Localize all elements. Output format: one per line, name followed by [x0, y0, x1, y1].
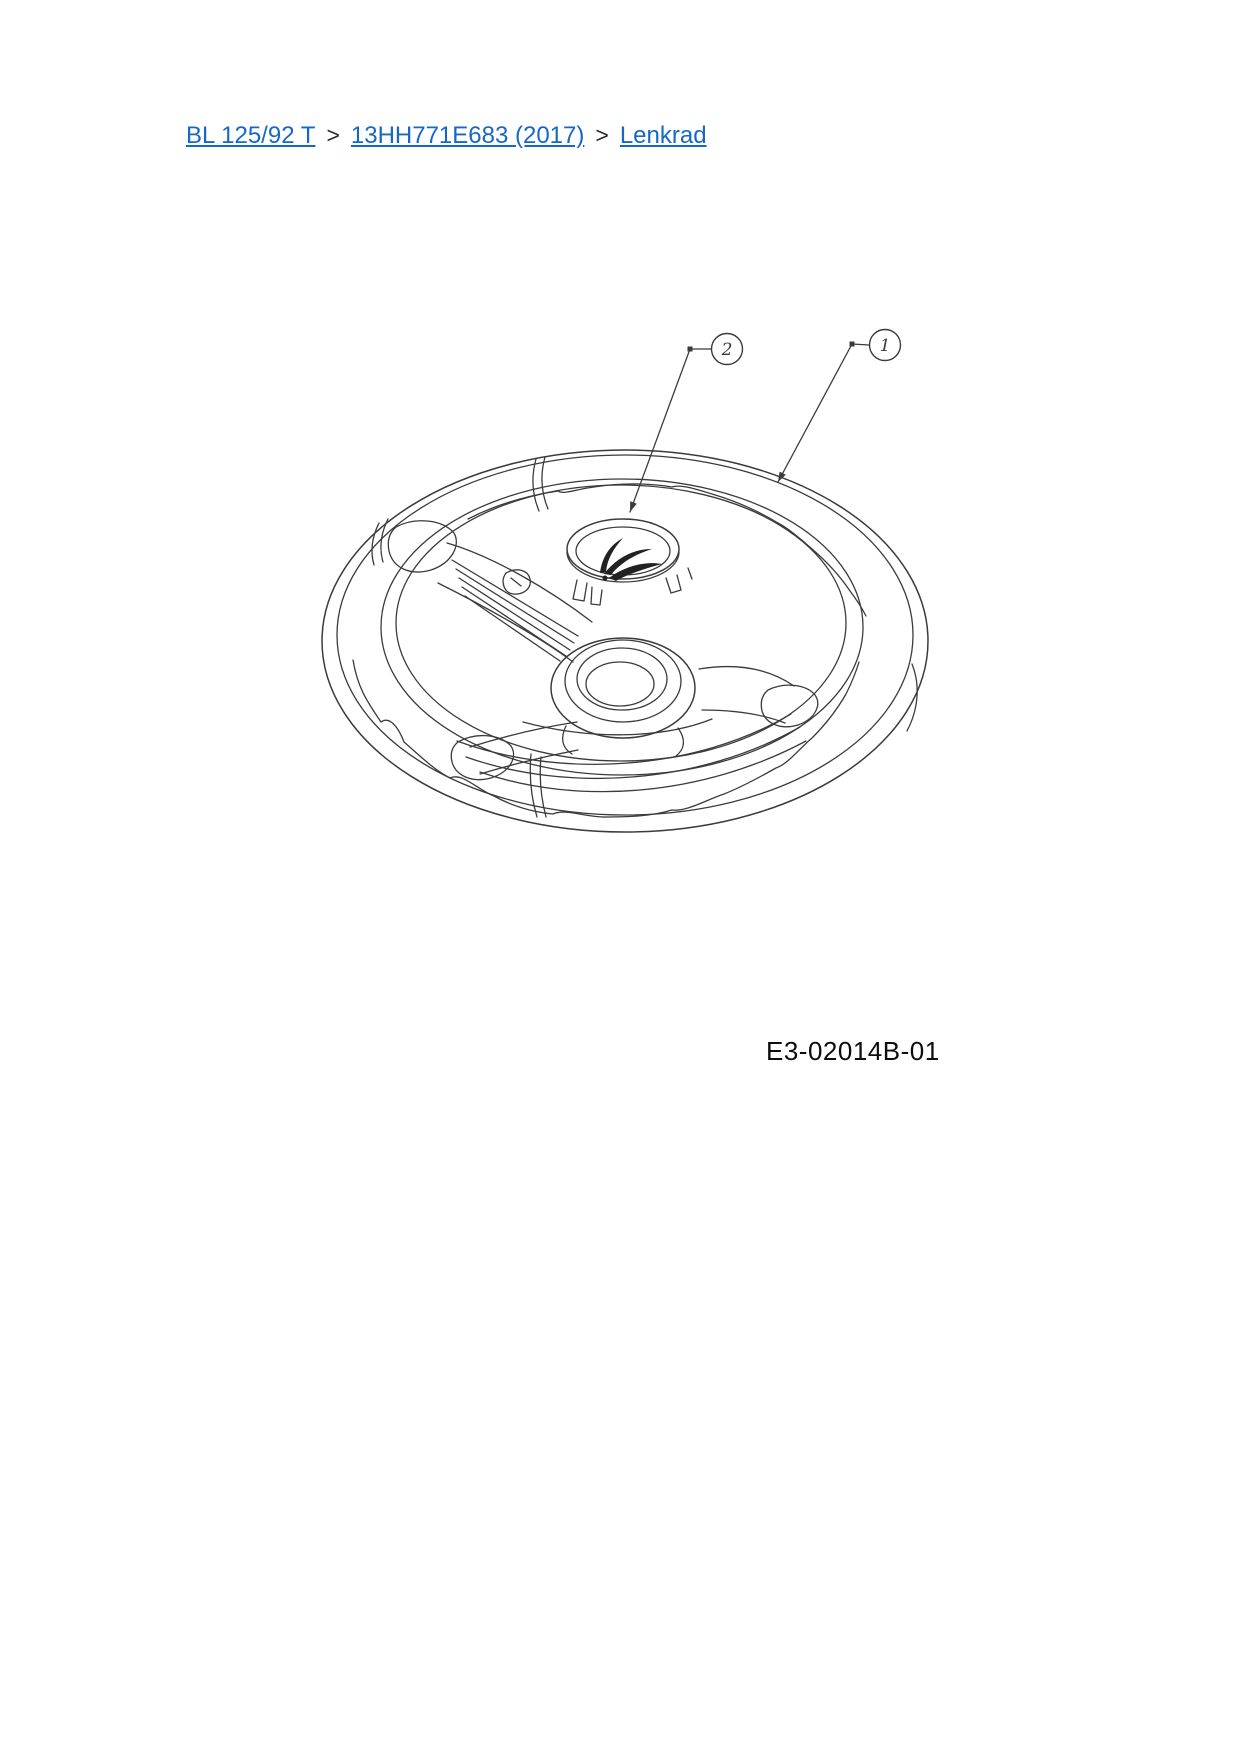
- rim-grip-wave-bottom: [353, 660, 859, 817]
- callout-2: [712, 334, 743, 365]
- rim-grip-wave-top: [468, 484, 866, 616]
- callout-1-label: 1: [879, 336, 891, 356]
- wheel-spokes: [438, 543, 806, 792]
- wheel-hub: [551, 638, 695, 756]
- rim-seams: [372, 457, 917, 817]
- drawing-number: E3-02014B-01: [766, 1036, 940, 1066]
- breadcrumb-link-section[interactable]: Lenkrad: [619, 122, 707, 149]
- hub-cap: [567, 519, 692, 605]
- steering-wheel-drawing: [300, 315, 960, 875]
- callout-2-label: 2: [721, 340, 733, 360]
- breadcrumb-separator: >: [595, 122, 609, 148]
- leader-line-1: [778, 342, 869, 483]
- breadcrumb-link-variant[interactable]: 13HH771E683 (2017): [350, 122, 585, 149]
- breadcrumb-link-model[interactable]: BL 125/92 T: [186, 122, 316, 149]
- callout-1: [870, 330, 901, 361]
- breadcrumb-separator: >: [326, 122, 340, 148]
- wheel-rim: [322, 450, 928, 832]
